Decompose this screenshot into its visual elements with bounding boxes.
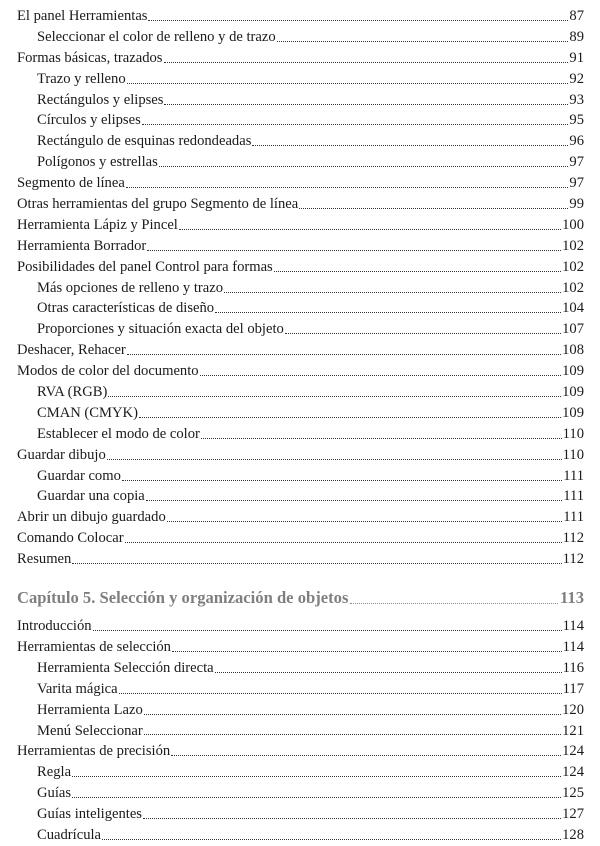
toc-entry (17, 507, 584, 528)
entry-page-number: 111 (563, 467, 584, 484)
dot-leader (119, 693, 562, 694)
dot-leader (224, 292, 561, 293)
dot-leader (139, 417, 561, 418)
dot-leader (126, 187, 569, 188)
dot-leader (125, 542, 562, 543)
dot-leader (171, 755, 561, 756)
entry-page-number: 92 (569, 70, 584, 87)
entry-title: RVA (RGB) (37, 384, 108, 401)
dot-leader (159, 166, 569, 167)
entry-page-number: 102 (562, 258, 584, 275)
entry-title: Modos de color del documento (17, 363, 199, 380)
toc-subentry (17, 700, 584, 721)
toc-entry (17, 173, 584, 194)
entry-title: Herramienta Lápiz y Pincel (17, 216, 178, 233)
dot-leader (164, 62, 569, 63)
entry-page-number: 107 (562, 321, 584, 338)
entry-title: Cuadrícula (37, 826, 102, 843)
entry-page-number: 109 (562, 363, 584, 380)
entry-page-number: 89 (569, 28, 584, 45)
dot-leader (148, 20, 568, 21)
dot-leader (93, 630, 562, 631)
toc-subentry (17, 131, 584, 152)
entry-title: Formas básicas, trazados (17, 49, 163, 66)
entry-title: Rectángulos y elipses (37, 91, 164, 108)
entry-page-number: 121 (562, 722, 584, 739)
entry-page-number: 97 (569, 175, 584, 192)
toc-entry (17, 6, 584, 27)
dot-leader (107, 459, 562, 460)
dot-leader (167, 521, 562, 522)
dot-leader (350, 603, 558, 604)
entry-title: Círculos y elipses (37, 112, 141, 129)
dot-leader (172, 651, 562, 652)
chapter-title: Capítulo 5. Selección y organización de objetos (17, 588, 349, 608)
entry-title: Segmento de línea (17, 175, 125, 192)
entry-title: Introducción (17, 618, 92, 635)
entry-page-number: 111 (563, 488, 584, 505)
toc-entry (17, 637, 584, 658)
toc-entry (17, 215, 584, 236)
toc-section-chapter-4 (17, 6, 584, 570)
dot-leader (108, 396, 561, 397)
entry-page-number: 116 (562, 659, 584, 676)
dot-leader (285, 333, 561, 334)
entry-title: Herramientas de precisión (17, 743, 171, 760)
entry-page-number: 93 (569, 91, 584, 108)
dot-leader (144, 734, 561, 735)
dot-leader (215, 672, 562, 673)
dot-leader (127, 354, 561, 355)
toc-subentry (17, 382, 584, 403)
dot-leader (146, 500, 562, 501)
entry-title: Guías inteligentes (37, 806, 142, 823)
entry-title: Deshacer, Rehacer (17, 342, 126, 359)
toc-subentry (17, 27, 584, 48)
toc-subentry (17, 152, 584, 173)
toc-entry (17, 549, 584, 570)
dot-leader (72, 563, 561, 564)
toc-entry (17, 194, 584, 215)
toc-subentry (17, 110, 584, 131)
toc-subentry (17, 762, 584, 783)
entry-page-number: 87 (569, 8, 584, 24)
toc-subentry (17, 278, 584, 299)
entry-page-number: 109 (562, 404, 584, 421)
toc-entry (17, 361, 584, 382)
dot-leader (200, 375, 562, 376)
entry-title: Herramienta Selección directa (37, 659, 214, 676)
dot-leader (122, 480, 562, 481)
entry-page-number: 111 (563, 509, 584, 526)
entry-page-number: 99 (569, 196, 584, 213)
toc-subentry (17, 658, 584, 679)
dot-leader (72, 776, 561, 777)
toc-subentry (17, 403, 584, 424)
table-of-contents (17, 6, 584, 846)
toc-section-chapter-5 (17, 616, 584, 846)
entry-page-number: 112 (562, 551, 584, 568)
toc-subentry (17, 825, 584, 846)
toc-subentry (17, 298, 584, 319)
entry-title: Establecer el modo de color (37, 425, 200, 442)
toc-subentry (17, 466, 584, 487)
entry-title: El panel Herramientas (17, 8, 148, 24)
toc-entry (17, 528, 584, 549)
toc-entry (17, 741, 584, 762)
toc-subentry (17, 486, 584, 507)
entry-title: Más opciones de relleno y trazo (37, 279, 224, 296)
entry-title: Guías (37, 785, 72, 802)
dot-leader (147, 250, 561, 251)
entry-page-number: 100 (562, 216, 584, 233)
entry-page-number: 124 (562, 764, 584, 781)
entry-page-number: 120 (562, 701, 584, 718)
chapter-heading (17, 583, 584, 613)
entry-title: Polígonos y estrellas (37, 154, 158, 171)
entry-title: CMAN (CMYK) (37, 404, 138, 421)
dot-leader (102, 839, 561, 840)
entry-page-number: 124 (562, 743, 584, 760)
entry-page-number: 91 (569, 49, 584, 66)
toc-subentry (17, 319, 584, 340)
dot-leader (277, 41, 569, 42)
entry-page-number: 109 (562, 384, 584, 401)
toc-subentry (17, 721, 584, 742)
entry-title: Guardar una copia (37, 488, 145, 505)
dot-leader (201, 438, 562, 439)
toc-subentry (17, 783, 584, 804)
entry-title: Herramienta Borrador (17, 237, 147, 254)
entry-title: Comando Colocar (17, 530, 124, 547)
entry-page-number: 110 (562, 425, 584, 442)
dot-leader (299, 208, 568, 209)
entry-title: Rectángulo de esquinas redondeadas (37, 133, 252, 150)
entry-page-number: 110 (562, 446, 584, 463)
entry-title: Guardar como (37, 467, 121, 484)
entry-title: Resumen (17, 551, 72, 568)
toc-entry (17, 257, 584, 278)
entry-page-number: 127 (562, 806, 584, 823)
entry-page-number: 108 (562, 342, 584, 359)
dot-leader (127, 83, 569, 84)
entry-page-number: 114 (562, 618, 584, 635)
entry-page-number: 128 (562, 826, 584, 843)
entry-title: Herramientas de selección (17, 638, 171, 655)
entry-page-number: 117 (562, 680, 584, 697)
entry-title: Varita mágica (37, 680, 118, 697)
entry-page-number: 114 (562, 638, 584, 655)
dot-leader (143, 818, 561, 819)
toc-subentry (17, 679, 584, 700)
entry-title: Guardar dibujo (17, 446, 106, 463)
toc-entry (17, 48, 584, 69)
dot-leader (144, 714, 561, 715)
entry-title: Regla (37, 764, 72, 781)
toc-entry (17, 236, 584, 257)
entry-title: Menú Seleccionar (37, 722, 143, 739)
entry-title: Herramienta Lazo (37, 701, 143, 718)
toc-entry (17, 340, 584, 361)
dot-leader (252, 145, 568, 146)
dot-leader (274, 271, 561, 272)
dot-leader (215, 312, 561, 313)
entry-title: Proporciones y situación exacta del objeto (37, 321, 284, 338)
dot-leader (179, 229, 561, 230)
chapter-page-number: 113 (560, 588, 584, 608)
entry-title: Otras características de diseño (37, 300, 215, 317)
entry-title: Trazo y relleno (37, 70, 126, 87)
entry-page-number: 97 (569, 154, 584, 171)
entry-title: Posibilidades del panel Control para formas (17, 258, 273, 275)
entry-page-number: 95 (569, 112, 584, 129)
entry-page-number: 102 (562, 279, 584, 296)
dot-leader (164, 104, 568, 105)
toc-subentry (17, 424, 584, 445)
toc-subentry (17, 69, 584, 90)
entry-page-number: 125 (562, 785, 584, 802)
entry-title: Abrir un dibujo guardado (17, 509, 166, 526)
entry-title: Seleccionar el color de relleno y de trazo (37, 28, 276, 45)
dot-leader (142, 124, 569, 125)
entry-page-number: 102 (562, 237, 584, 254)
toc-subentry (17, 90, 584, 111)
entry-page-number: 96 (569, 133, 584, 150)
entry-page-number: 104 (562, 300, 584, 317)
entry-title: Otras herramientas del grupo Segmento de línea (17, 196, 299, 213)
dot-leader (72, 797, 561, 798)
toc-subentry (17, 804, 584, 825)
toc-entry (17, 616, 584, 637)
toc-entry (17, 445, 584, 466)
entry-page-number: 112 (562, 530, 584, 547)
